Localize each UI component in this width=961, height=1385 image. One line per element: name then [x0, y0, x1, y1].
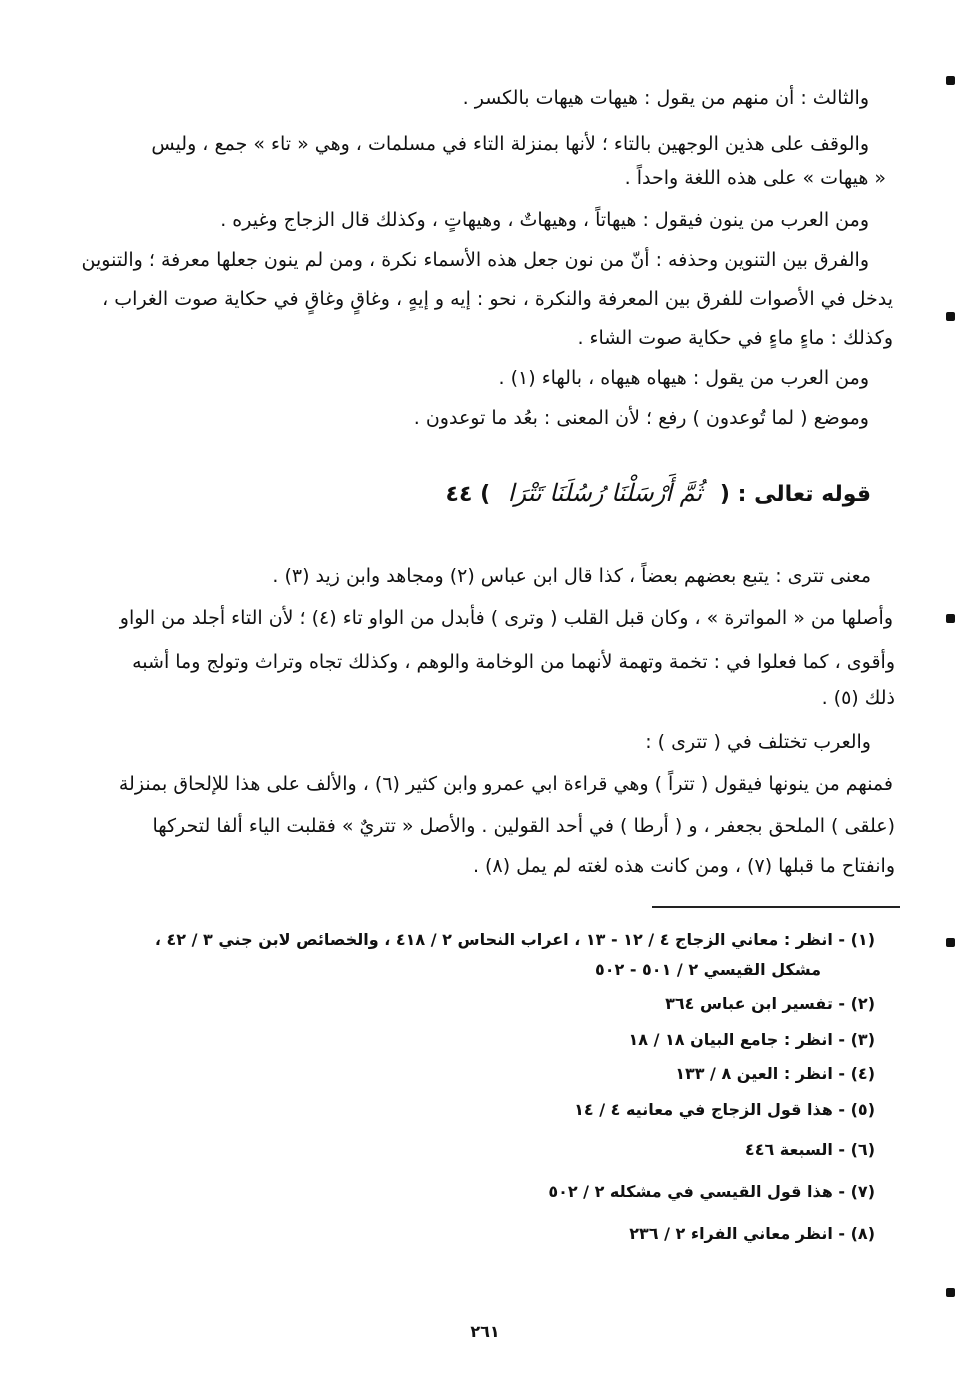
text-line: وأصلها من « المواترة » ، وكان قبل القلب ( وترى ) فأبدل من الواو تاء (٤) ؛ لأن التاء أجلد من الواو: [119, 607, 893, 629]
text-line: وكذلك : ماءٍ ماءٍ في حكاية صوت الشاء .: [577, 327, 893, 349]
footnote: (٤) - انظر : العين ٨ / ١٣٣: [675, 1064, 875, 1083]
text-line: يدخل في الأصوات للفرق بين المعرفة والنكرة ، نحو : إيه و إيهٍ ، وغاقٍ وغاقٍ في حكاية صوت الغراب ،: [102, 288, 893, 310]
margin-mark: [946, 312, 955, 321]
text-line: والوقف على هذين الوجهين بالتاء ؛ لأنها بمنزلة التاء في مسلمات ، وهي « تاء » جمع ، وليس: [151, 133, 869, 155]
margin-mark: [946, 76, 955, 85]
margin-mark: [946, 938, 955, 947]
text-line: وانفتاح ما قبلها (٧) ، ومن كانت هذه لغته لم يمل (٨) .: [472, 855, 895, 877]
text-line: والعرب تختلف في ( تترى ) :: [645, 731, 871, 753]
verse-heading: [446, 476, 871, 512]
text-line: ومن العرب من ينون فيقول : هيهاتاً ، وهيهاتٌ ، وهيهاتٍ ، وكذلك قال الزجاج وغيره .: [220, 209, 869, 231]
text-line: والثالث : أن منهم من يقول : هيهات هيهات بالكسر .: [462, 87, 869, 109]
footnote-separator: [652, 906, 900, 908]
verse-prefix: قوله تعالى : (: [719, 482, 871, 507]
text-line: (علقى ) الملحق بجعفر ، و ( أرطا ) في أحد القولين . والأصل « تتريٌ » فقلبت الياء ألفا لتحركها: [152, 815, 895, 837]
footnote: (٧) - هذا قول القيسي في مشكله ٢ / ٥٠٢: [548, 1182, 875, 1201]
text-line: « هيهات » على هذه اللغة واحداً .: [624, 167, 886, 189]
quran-verse: ثُمَّ أَرْسَلْنَا رُسُلَنَا تَتْرَا: [507, 479, 703, 507]
text-line: ومن العرب من يقول : هيهاه هيهاه ، بالهاء (١) .: [498, 367, 869, 389]
footnote: (٨) - انظر معاني الفراء ٢ / ٢٣٦: [629, 1224, 875, 1243]
footnote: (٦) - السبعة ٤٤٦: [744, 1140, 875, 1159]
text-line: فمنهم من ينونها فيقول ( تتراً ) وهي قراءة ابي عمرو وابن كثير (٦) ، والألف على هذا للإلحاق بمنزلة: [118, 773, 893, 795]
footnote: (٢) - تفسير ابن عباس ٣٦٤: [665, 994, 875, 1013]
text-line: والفرق بين التنوين وحذفه : أنّ من نون جعل هذه الأسماء نكرة ، ومن لم ينون جعلها معرفة ؛ والتنوين: [81, 249, 869, 271]
margin-mark: [946, 1288, 955, 1297]
text-line: ذلك (٥) .: [821, 687, 895, 709]
text-line: معنى تترى : يتبع بعضهم بعضاً ، كذا قال ابن عباس (٢) ومجاهد وابن زيد (٣) .: [272, 565, 871, 587]
footnote-continuation: مشكل القيسي ٢ / ٥٠١ - ٥٠٢: [594, 960, 821, 979]
footnote: (١) - انظر : معاني الزجاج ٤ / ١٢ - ١٣ ، اعراب النحاس ٢ / ٤١٨ ، والخصائص لابن جني ٣ / ٤٢ ،: [154, 930, 875, 949]
footnote: (٥) - هذا قول الزجاج في معانيه ٤ / ١٤: [574, 1100, 875, 1119]
page-number: ٢٦١: [470, 1322, 500, 1341]
margin-mark: [946, 614, 955, 623]
verse-suffix: ) ٤٤: [445, 482, 491, 507]
text-line: وأقوى ، كما فعلوا في : تخمة وتهمة لأنهما من الوخامة والوهم ، وكذلك تجاه وتراث وتولج وما أشبه: [132, 651, 895, 673]
footnote: (٣) - انظر : جامع البيان ١٨ / ١٨: [628, 1030, 875, 1049]
text-line: وموضع ( لما تُوعدون ) رفع ؛ لأن المعنى : بعُد ما توعدون .: [413, 407, 869, 429]
